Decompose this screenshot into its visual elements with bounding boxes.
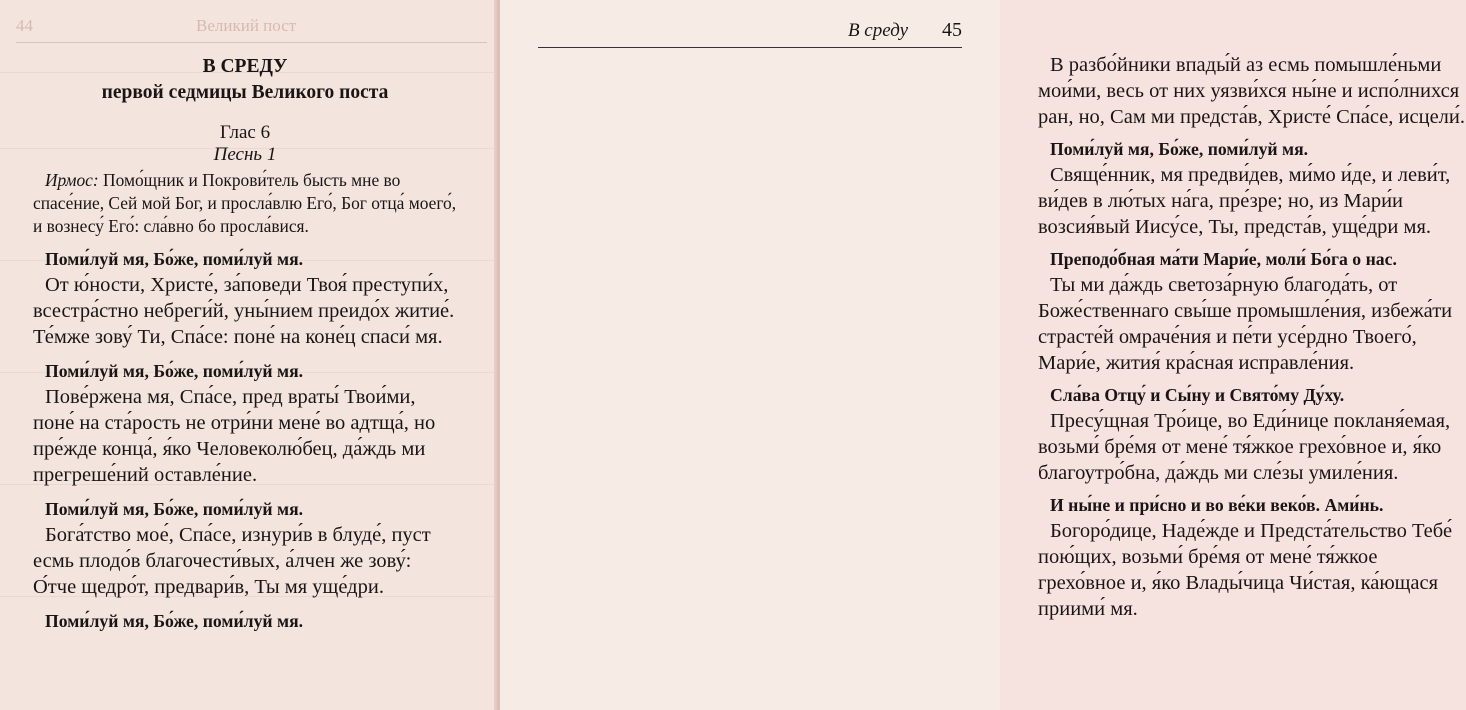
irmos-text: Помо́щник и Покрови́тель бысть мне во спасе́ние, Сей мой Бог, и просла́влю Его́, Бог отца́ моего́, и вознесу́ Его́: сла́вно бо просла́вися. xyxy=(33,170,457,236)
refrain: Преподо́бная ма́ти Мари́е, моли́ Бо́га о нас. xyxy=(1050,249,1397,269)
right-text-column xyxy=(1038,52,1466,622)
troparion: Свяще́нник, мя предви́дев, ми́мо и́де, и леви́т, ви́дев в лю́тых на́га, пре́зре; но, из Мари́и возсия́вый Иису́се, Ты, предста́в, уще́дри мя. xyxy=(1038,164,1451,238)
refrain: Поми́луй мя, Бо́же, поми́луй мя. xyxy=(45,499,304,519)
left-page xyxy=(0,0,497,710)
running-title: В среду xyxy=(847,20,908,41)
refrain: И ны́не и при́сно и во ве́ки веко́в. Ами́нь. xyxy=(1050,495,1384,515)
refrain: Поми́луй мя, Бо́же, поми́луй мя. xyxy=(45,249,304,269)
irmos-paragraph xyxy=(33,169,457,238)
refrain: Поми́луй мя, Бо́же, поми́луй мя. xyxy=(45,611,304,631)
glas-heading: Глас 6 xyxy=(219,122,271,143)
ode-heading: Песнь 1 xyxy=(213,144,277,165)
troparion: Пове́ржена мя, Спа́се, пред враты́ Твои́ми, поне́ на ста́рость не отри́ни мене́ во адтща́, но пре́жде конца́, я́ко Человеколю́бец, да́ждь ми прегреше́ний оставле́ние. xyxy=(33,386,436,486)
left-text-column xyxy=(33,54,457,634)
header-rule xyxy=(538,47,962,48)
refrain: Поми́луй мя, Бо́же, поми́луй мя. xyxy=(45,361,304,381)
running-title: Великий пост xyxy=(196,16,297,35)
troparion: Богоро́дице, Наде́жде и Предста́тельство Тебе́ пою́щих, возьми́ бре́мя от мене́ тя́жкое грехо́вное и, я́ко Влады́чица Чи́стая, ка́ющася приими́ мя. xyxy=(1038,520,1453,620)
irmos-label: Ирмос: xyxy=(45,170,99,190)
refrain: Сла́ва Отцу́ и Сы́ну и Свято́му Ду́ху. xyxy=(1050,385,1345,405)
troparion: Ты ми да́ждь светоза́рную благода́ть, от Боже́ственнаго свы́ше промышле́ния, избежа́ти страсте́й омраче́ния и пе́ти усе́рдно Твоего́, Мари́е, жития́ кра́сная исправле́ния. xyxy=(1038,274,1453,374)
troparion: Пресу́щная Тро́ице, во Еди́нице покланя́емая, возьми́ бре́мя от мене́ тя́жкое грехо́вное и, я́ко благоутро́бна, да́ждь ми сле́зы умиле́ния. xyxy=(1038,410,1451,484)
header-rule xyxy=(16,42,487,43)
refrain: Поми́луй мя, Бо́же, поми́луй мя. xyxy=(1050,139,1309,159)
section-subtitle: первой седмицы Великого поста xyxy=(101,82,389,103)
troparion: Бога́тство мое́, Спа́се, изнури́в в блуде́, пуст есмь плодо́в благочести́вых, а́лчен же зову́: О́тче щедро́т, предвари́в, Ты мя уще́дри. xyxy=(33,524,431,598)
section-title: В СРЕДУ xyxy=(202,56,288,77)
page-number: 44 xyxy=(16,16,33,35)
left-page-header xyxy=(16,16,487,40)
troparion: От ю́ности, Христе́, за́поведи Твоя́ преступи́х, всестра́стно небреги́й, уны́нием преидо́х житие́. Те́мже зову́ Ти, Спа́се: поне́ на коне́ц спаси́ мя. xyxy=(33,274,455,348)
troparion: В разбо́йники впады́й аз есмь помышле́ньми мои́ми, весь от них уязви́хся ны́не и испо́лнихся ран, но, Сам ми предста́в, Христе́ Спа́се, исцели́. xyxy=(1038,54,1466,128)
page-number: 45 xyxy=(942,19,962,41)
right-page-header xyxy=(538,20,962,50)
right-page xyxy=(500,0,1466,710)
